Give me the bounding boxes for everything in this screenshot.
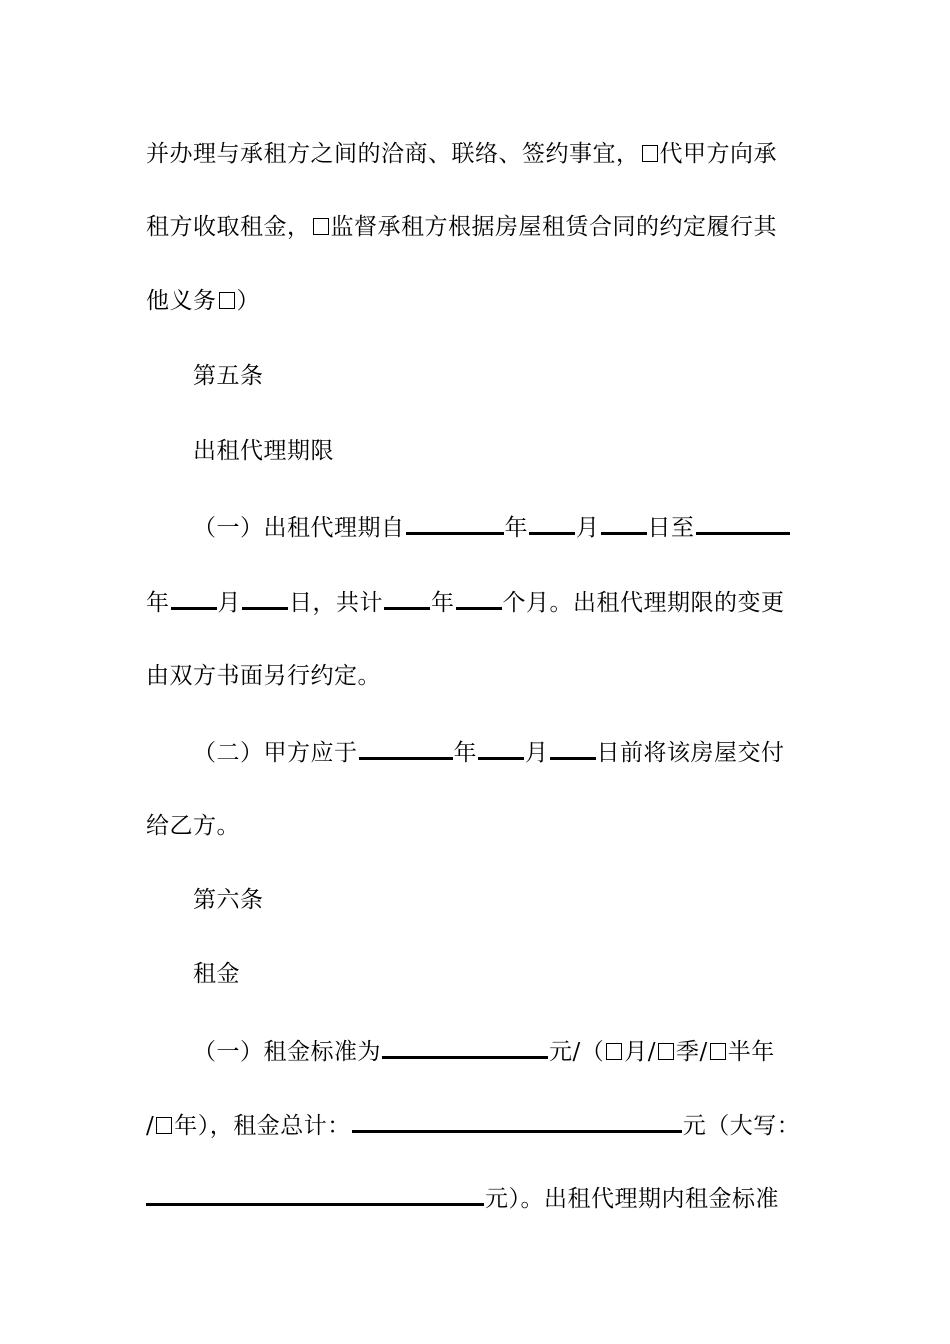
- article-heading: 第六条: [193, 887, 264, 913]
- text-segment: 元）。出租代理期内租金标准: [485, 1186, 779, 1212]
- text-line: [146, 1104, 804, 1144]
- text-segment: /: [146, 1113, 155, 1139]
- text-segment: ）: [236, 288, 260, 314]
- blank-field-day[interactable]: [550, 731, 596, 760]
- text-segment: 代甲方向承: [659, 141, 777, 167]
- text-segment: 季/: [676, 1039, 708, 1065]
- checkbox-icon[interactable]: [710, 1043, 726, 1060]
- text-segment: 年），租金总计：: [174, 1113, 351, 1139]
- blank-field-year[interactable]: [359, 731, 453, 760]
- text-line: [146, 1177, 804, 1217]
- text-segment: 并办理与承租方之间的洽商、联络、签约事宜，: [146, 141, 640, 167]
- text-segment: 日，共计: [289, 590, 383, 616]
- text-segment: （二）甲方应于: [193, 740, 358, 766]
- blank-field-month[interactable]: [478, 731, 524, 760]
- blank-field-day[interactable]: [242, 581, 288, 610]
- checkbox-icon[interactable]: [606, 1043, 622, 1060]
- text-segment: 元/（: [549, 1039, 605, 1065]
- text-line: [146, 581, 804, 621]
- section-title: 租金: [193, 961, 240, 987]
- text-segment: 月: [217, 590, 241, 616]
- text-line: [146, 506, 804, 546]
- text-segment: 他义务: [146, 288, 217, 314]
- checkbox-icon[interactable]: [658, 1043, 674, 1060]
- article-heading: 第五条: [193, 363, 264, 389]
- checkbox-icon[interactable]: [219, 292, 235, 309]
- text-segment: 半年: [727, 1039, 775, 1065]
- text-line: [146, 207, 804, 247]
- blank-field-month[interactable]: [529, 506, 575, 535]
- text-line: [146, 1030, 804, 1070]
- text-line: [146, 134, 804, 174]
- blank-field-year[interactable]: [696, 506, 790, 535]
- text-segment: 租方收取租金，: [146, 214, 311, 240]
- text-segment: 月/: [624, 1039, 656, 1065]
- text-segment: 年: [504, 515, 528, 541]
- text-segment: （一）出租代理期自: [193, 515, 405, 541]
- blank-field-rent-total[interactable]: [352, 1104, 682, 1133]
- checkbox-icon[interactable]: [313, 218, 329, 235]
- blank-field-months[interactable]: [456, 581, 502, 610]
- text-line: [146, 281, 804, 321]
- text-segment: 月: [576, 515, 600, 541]
- blank-field-month[interactable]: [171, 581, 217, 610]
- section-title: 出租代理期限: [193, 438, 334, 464]
- text-segment: 年: [431, 590, 455, 616]
- text-segment: 监督承租方根据房屋租赁合同的约定履行其: [330, 214, 777, 240]
- blank-field-years[interactable]: [384, 581, 430, 610]
- text-segment: 年: [146, 590, 170, 616]
- blank-field-rent-total-uppercase[interactable]: [146, 1177, 484, 1206]
- text-line: 给乙方。: [146, 813, 240, 839]
- text-line: [146, 731, 804, 771]
- checkbox-icon[interactable]: [156, 1117, 172, 1134]
- text-segment: （一）租金标准为: [193, 1039, 381, 1065]
- blank-field-day[interactable]: [601, 506, 647, 535]
- text-segment: 个月。出租代理期限的变更: [502, 590, 785, 616]
- text-segment: 年: [453, 740, 477, 766]
- checkbox-icon[interactable]: [642, 145, 658, 162]
- text-segment: 日前将该房屋交付: [596, 740, 785, 766]
- text-segment: 月: [525, 740, 549, 766]
- text-segment: 元（大写：: [682, 1113, 801, 1139]
- text-line: 由双方书面另行约定。: [146, 663, 381, 689]
- text-segment: 日至: [647, 515, 695, 541]
- blank-field-year[interactable]: [406, 506, 504, 535]
- blank-field-rent-amount[interactable]: [382, 1030, 548, 1059]
